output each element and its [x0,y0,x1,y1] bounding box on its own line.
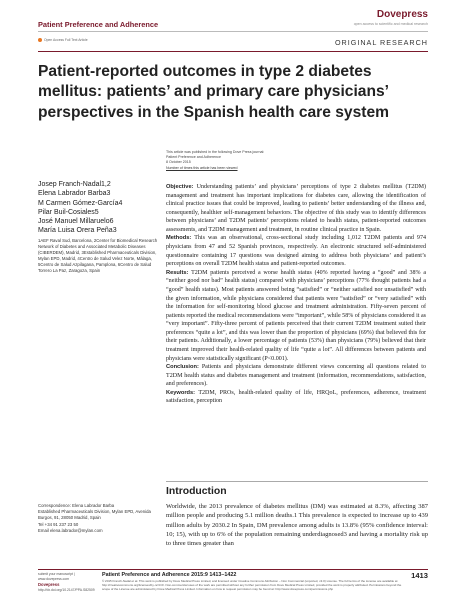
results-label: Results: [166,269,189,276]
correspondence-email[interactable]: Email elena.labrador@mylan.com [38,527,103,533]
submit-link[interactable]: submit your manuscript | www.dovepress.com [38,572,75,581]
objective-label: Objective: [166,184,194,190]
title-divider [38,51,428,52]
article-type: ORIGINAL RESEARCH [334,38,428,47]
meta-line-date: 8 October 2015 [166,160,191,165]
abstract-results [166,269,426,363]
views-link[interactable]: Number of times this article has been viewed [166,165,238,170]
abstract [166,183,426,406]
page-number: 1413 [411,571,428,580]
page-footer [38,569,428,592]
introduction-text: Worldwide, the 2013 prevalence of diabetes mellitus (DM) was estimated at 8.3%, affecting 387 million people and producing 5.1 million deaths.1 This prevalence is expected to increase up to 439 million adults by 2030.2 In Spain, DM prevalence among adults is 13.8% (95% confidence interval: 10; 15), with up to 6% of the population remaining underdiagnosed3 and having a mortality risk up to three times greater than [166,503,428,547]
footer-license: © 2015 Franch-Nadal et al. This work is published by Dove Medical Press Limited, and licensed under Creative Commons Attribution – Non Commercial (unported, v3.0) License. The full terms of the License are available at http://creativecommons.org/licenses/by-nc/3.0/. Non-commercial uses of the work are permitted without any further permission from Dove Medical Press Limited, provided the work is properly attributed. Permissions beyond the scope of the License are administered by Dove Medical Press Limited. Information on how to request permission may be found at: http://www.dovepress.com/permissions.php [102,579,402,592]
article-title: Patient-reported outcomes in type 2 diabetes mellitus: patients’ and primary care physicians’ perspectives in the Spanish health care system [38,63,390,121]
open-access-icon [38,38,42,42]
footer-divider [38,569,428,570]
keywords-label: Keywords: [166,389,196,396]
correspondence [38,503,158,534]
affiliations: 1AEF Raval Sud, Barcelona, 2Center for Biomedical Research Network of Diabetes and Associated Metabolic Diseases (CIBERDEM), Madrid, 3Established Pharmaceuticals Division, Mylan EPD, Madrid, 4Centro de Salud Velez Norte, Málaga, 5Centro de Salud Azpilagana, Pamplona, 6Centro de Salud Torrero La Paz, Zaragoza, Spain [38,238,158,274]
abstract-objective [166,183,426,234]
author: Josep Franch-Nadal1,2 [38,181,111,188]
conclusion-label: Conclusion: [166,364,199,371]
conclusion-text: Patients and physicians demonstrate different views concerning all questions related to T2DM health status and diabetes management and treatment (information, recommendations, satisfaction, and preferences). [166,364,426,388]
author: Pilar Buil-Cosiales5 [38,208,99,216]
methods-label: Methods: [166,235,192,242]
correspondence-phone: Tel +34 91 237 23 50 [38,521,79,527]
keywords-text: T2DM, PROs, health-related quality of life, HRQoL, preferences, adherence, treatment satisfaction, perception [166,389,426,405]
objective-text: Understanding patients’ and physicians’ perceptions of type 2 diabetes mellitus (T2DM) management and treatment has important implications for diabetes care, allowing the identification of clinical practice issues that could be improved, leading to patients’ better understanding of the illness and, consequently, healthier self-management behaviors. The objective of this study was to identify differences between physicians’ and T2DM patients’ perceptions related to health status, patient-reported outcomes assessments, and T2DM management and treatment, in routine clinical practice in Spain. [166,184,427,233]
open-access-label [38,38,88,42]
author: Elena Labrador Barba3 [38,190,111,198]
publisher-tagline: open access to scientific and medical research [353,22,428,26]
publisher-brand: Dovepress [376,9,428,20]
abstract-keywords [166,389,426,406]
meta-line-published: This article was published in the following Dove Press journal: [166,150,265,154]
journal-name[interactable]: Patient Preference and Adherence [38,20,159,29]
footer-brand: Dovepress [38,582,60,587]
meta-line-journal: Patient Preference and Adherence [166,155,221,160]
abstract-methods [166,234,426,268]
footer-citation: Patient Preference and Adherence 2015:9 1413–1422 [102,572,237,578]
section-heading-introduction: Introduction [166,486,227,497]
results-text: T2DM patients perceived a worse health status (40% reported having a “good” and 38% a “neither good nor bad” health status) compared with physicians’ perceptions (77% thought patients had a “good” health status). Most patients answered being “satisfied” or “neither satisfied nor unsatisfied” with the given information, while physicians considered that patients were “satisfied” or “very satisfied” with the information for self-monitoring blood glucose and treatment administration. Fifty-seven percent of patients reported the medical recommendations were “important”, while 58% of physicians considered it as “very important”. Fifty-three percent of patients perceived that their current T2DM treatment suited their preferences “quite a lot”, and this was lower than the proportion of physicians (69%) that believed this for their patients. Additionally, a lower percentage of patients (53%) than physicians (79%) believed that their treatment improved their health-related quality of life “quite a lot”. All differences between patients and physicians were statistically significant (P<0.001). [166,269,427,362]
author: M Carmen Gómez-García4 [38,199,123,207]
abstract-conclusion [166,363,426,389]
intro-divider [166,481,428,482]
article-meta [166,150,264,171]
correspondence-address: Established Pharmaceuticals Division, Mylan EPD, Avenida Burgos, 91, 28050 Madrid, Spain [38,509,151,521]
methods-text: This was an observational, cross-sectional study including 1,012 T2DM patients and 974 physicians from 47 and 52 Spanish provinces, respectively. An electronic structured self-administered questionnaire containing 17 questions was designed aiming to address both physicians’ and patient’s perceptions on overall T2DM health status and patient-reported outcomes. [166,235,426,268]
author: José Manuel Millaruelo6 [38,218,114,226]
publisher-logo[interactable] [354,9,428,26]
open-access-text: Open Access Full Text Article [44,38,88,42]
doi-link[interactable]: http://dx.doi.org/10.2147/PPA.S82509 [38,588,95,592]
author-list [38,180,158,236]
author: María Luisa Orera Peña3 [38,227,117,235]
footer-submit [38,572,98,593]
header-divider [38,31,428,32]
correspondence-name: Correspondence: Elena Labrador Barba [38,503,115,508]
